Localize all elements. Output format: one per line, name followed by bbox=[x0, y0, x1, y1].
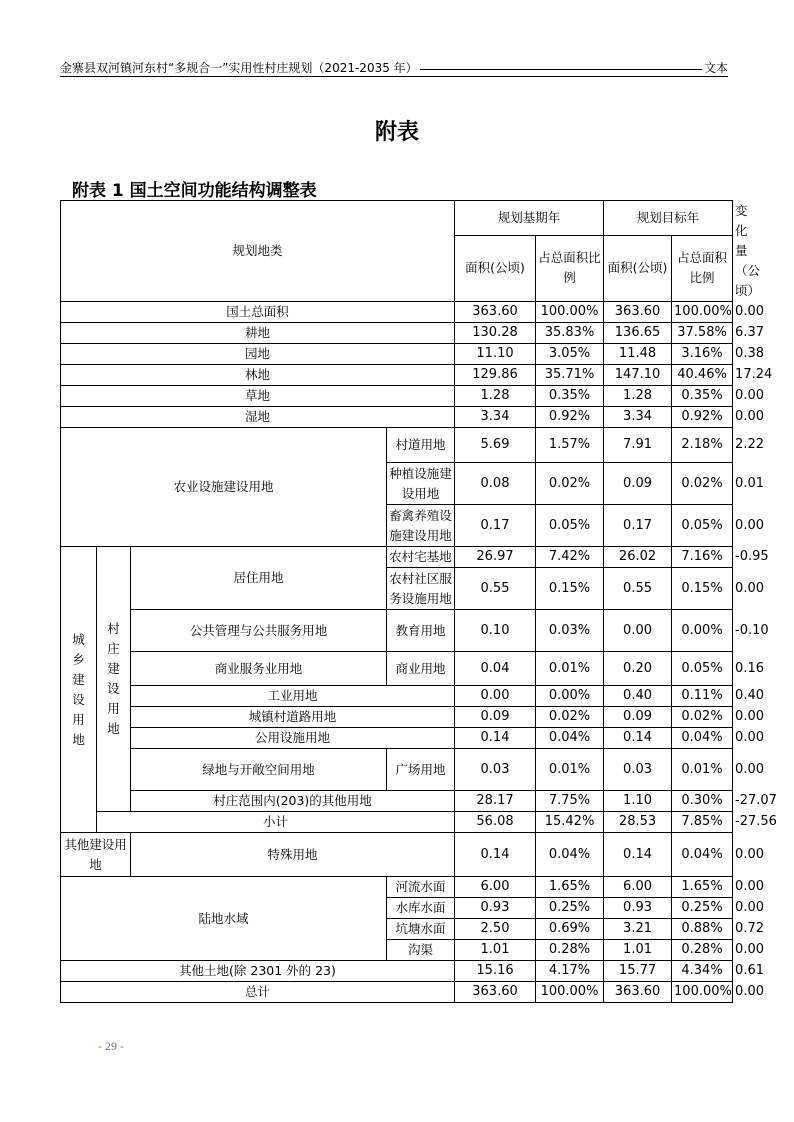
row-name: 坑塘水面 bbox=[387, 919, 455, 940]
land-function-table bbox=[60, 200, 777, 1003]
base-area-cell: 28.17 bbox=[455, 791, 536, 812]
target-ratio-cell: 0.28% bbox=[672, 940, 733, 961]
base-area-cell: 15.16 bbox=[455, 961, 536, 982]
running-header bbox=[60, 59, 728, 76]
col-header-target-area: 面积(公顷) bbox=[604, 235, 672, 301]
target-area-cell: 0.93 bbox=[604, 898, 672, 919]
base-ratio-cell: 0.00% bbox=[536, 686, 604, 707]
base-ratio-cell: 0.04% bbox=[536, 728, 604, 749]
group-village-construction-label: 村庄建设用地 bbox=[107, 621, 120, 736]
target-ratio-cell: 0.00% bbox=[672, 610, 733, 652]
table-row: 耕地 130.28 35.83% 136.65 37.58% 6.37 bbox=[61, 323, 733, 344]
page-title: 附表 bbox=[374, 120, 419, 145]
col-header-category: 规划地类 bbox=[61, 201, 455, 302]
base-ratio-cell: 4.17% bbox=[536, 961, 604, 982]
table-row: 其他建设用地 特殊用地 0.14 0.04% 0.14 0.04% 0.00 bbox=[61, 833, 733, 877]
target-area-cell: 147.10 bbox=[604, 365, 672, 386]
row-name: 其他土地(除 2301 外的 23) bbox=[61, 961, 455, 982]
table-row: 草地 1.28 0.35% 1.28 0.35% 0.00 bbox=[61, 386, 733, 407]
target-area-cell: 0.20 bbox=[604, 652, 672, 686]
target-area-cell: 0.03 bbox=[604, 749, 672, 791]
base-ratio-cell: 7.75% bbox=[536, 791, 604, 812]
table-title: 附表 1 国土空间功能结构调整表 bbox=[72, 181, 317, 201]
target-ratio-cell: 0.05% bbox=[672, 652, 733, 686]
target-ratio-cell: 100.00% bbox=[672, 302, 733, 323]
target-area-cell: 6.00 bbox=[604, 877, 672, 898]
base-area-cell: 56.08 bbox=[455, 812, 536, 833]
base-area-cell: 3.34 bbox=[455, 407, 536, 428]
table-row: 其他土地(除 2301 外的 23) 15.16 4.17% 15.77 4.34% 0.61 bbox=[61, 961, 733, 982]
base-ratio-cell: 100.00% bbox=[536, 302, 604, 323]
target-ratio-cell: 7.16% bbox=[672, 547, 733, 568]
row-name: 水库水面 bbox=[387, 898, 455, 919]
table-row: 陆地水域 河流水面 6.00 1.65% 6.00 1.65% 0.00 bbox=[61, 877, 733, 898]
base-area-cell: 0.14 bbox=[455, 833, 536, 877]
row-name: 公用设施用地 bbox=[131, 728, 455, 749]
header-tail: 文本 bbox=[703, 61, 728, 75]
base-ratio-cell: 1.57% bbox=[536, 428, 604, 463]
row-name: 城镇村道路用地 bbox=[131, 707, 455, 728]
base-area-cell: 363.60 bbox=[455, 302, 536, 323]
base-ratio-cell: 0.01% bbox=[536, 749, 604, 791]
target-area-cell: 1.01 bbox=[604, 940, 672, 961]
header-row: 规划地类 规划基期年 规划目标年 变化量（公顷） bbox=[61, 201, 733, 236]
base-ratio-cell: 0.03% bbox=[536, 610, 604, 652]
col-header-base-ratio: 占总面积比例 bbox=[536, 235, 604, 301]
target-ratio-cell: 0.04% bbox=[672, 728, 733, 749]
base-area-cell: 0.08 bbox=[455, 463, 536, 505]
base-area-cell: 130.28 bbox=[455, 323, 536, 344]
target-area-cell: 0.17 bbox=[604, 505, 672, 547]
table-row: 种植设施建设用地 0.08 0.02% 0.09 0.02% 0.01 bbox=[61, 463, 733, 505]
page-number: - 29 - bbox=[98, 1039, 124, 1053]
base-area-cell: 11.10 bbox=[455, 344, 536, 365]
group-public-service: 公共管理与公共服务用地 bbox=[131, 610, 387, 652]
target-ratio-cell: 2.18% bbox=[672, 428, 733, 463]
target-area-cell: 26.02 bbox=[604, 547, 672, 568]
table-row: 沟渠 1.01 0.28% 1.01 0.28% 0.00 bbox=[61, 940, 733, 961]
base-area-cell: 0.93 bbox=[455, 898, 536, 919]
base-ratio-cell: 0.25% bbox=[536, 898, 604, 919]
base-area-cell: 1.01 bbox=[455, 940, 536, 961]
target-area-cell: 363.60 bbox=[604, 302, 672, 323]
target-ratio-cell: 100.00% bbox=[672, 982, 733, 1003]
group-urban-rural-label: 城乡建设用地 bbox=[72, 631, 85, 747]
row-name: 耕地 bbox=[61, 323, 455, 344]
table-row: 工业用地 0.00 0.00% 0.40 0.11% 0.40 bbox=[61, 686, 733, 707]
target-area-cell: 15.77 bbox=[604, 961, 672, 982]
table-row: 农业设施建设用地 村道用地 5.69 1.57% 7.91 2.18% 2.22 bbox=[61, 428, 733, 463]
table-row: 国土总面积 363.60 100.00% 363.60 100.00% 0.00 bbox=[61, 302, 733, 323]
target-ratio-cell: 0.35% bbox=[672, 386, 733, 407]
row-name: 特殊用地 bbox=[131, 833, 455, 877]
table-row: 林地 129.86 35.71% 147.10 40.46% 17.24 bbox=[61, 365, 733, 386]
base-area-cell: 0.00 bbox=[455, 686, 536, 707]
group-urban-rural bbox=[61, 547, 97, 833]
base-area-cell: 6.00 bbox=[455, 877, 536, 898]
base-ratio-cell: 0.35% bbox=[536, 386, 604, 407]
row-name: 草地 bbox=[61, 386, 455, 407]
target-ratio-cell: 3.16% bbox=[672, 344, 733, 365]
table-row: 绿地与开敞空间用地 广场用地 0.03 0.01% 0.03 0.01% 0.00 bbox=[61, 749, 733, 791]
table-row: 畜禽养殖设施建设用地 0.17 0.05% 0.17 0.05% 0.00 bbox=[61, 505, 733, 547]
target-ratio-cell: 4.34% bbox=[672, 961, 733, 982]
base-ratio-cell: 100.00% bbox=[536, 982, 604, 1003]
target-area-cell: 0.09 bbox=[604, 463, 672, 505]
table-row: 城镇村道路用地 0.09 0.02% 0.09 0.02% 0.00 bbox=[61, 707, 733, 728]
group-village-construction bbox=[97, 547, 131, 812]
base-ratio-cell: 1.65% bbox=[536, 877, 604, 898]
row-name: 种植设施建设用地 bbox=[387, 463, 455, 505]
group-agri-facility: 农业设施建设用地 bbox=[61, 428, 387, 547]
target-ratio-cell: 0.02% bbox=[672, 707, 733, 728]
base-area-cell: 0.55 bbox=[455, 568, 536, 610]
base-ratio-cell: 0.05% bbox=[536, 505, 604, 547]
target-ratio-cell: 0.01% bbox=[672, 749, 733, 791]
table-row: 村庄范围内(203)的其他用地 28.17 7.75% 1.10 0.30% -27.07 bbox=[61, 791, 733, 812]
row-name: 工业用地 bbox=[131, 686, 455, 707]
row-name: 湿地 bbox=[61, 407, 455, 428]
group-residential: 居住用地 bbox=[131, 547, 387, 610]
base-area-cell: 26.97 bbox=[455, 547, 536, 568]
row-name: 沟渠 bbox=[387, 940, 455, 961]
target-area-cell: 1.28 bbox=[604, 386, 672, 407]
col-header-target-ratio: 占总面积比例 bbox=[672, 235, 733, 301]
base-area-cell: 2.50 bbox=[455, 919, 536, 940]
base-ratio-cell: 7.42% bbox=[536, 547, 604, 568]
col-header-base-area: 面积(公顷) bbox=[455, 235, 536, 301]
base-area-cell: 363.60 bbox=[455, 982, 536, 1003]
base-ratio-cell: 3.05% bbox=[536, 344, 604, 365]
target-area-cell: 363.60 bbox=[604, 982, 672, 1003]
row-name: 农村宅基地 bbox=[387, 547, 455, 568]
table-row: 湿地 3.34 0.92% 3.34 0.92% 0.00 bbox=[61, 407, 733, 428]
target-area-cell: 3.34 bbox=[604, 407, 672, 428]
row-name: 教育用地 bbox=[387, 610, 455, 652]
row-name: 林地 bbox=[61, 365, 455, 386]
base-area-cell: 1.28 bbox=[455, 386, 536, 407]
row-name: 农村社区服务设施用地 bbox=[387, 568, 455, 610]
base-ratio-cell: 35.71% bbox=[536, 365, 604, 386]
base-ratio-cell: 0.02% bbox=[536, 463, 604, 505]
base-ratio-cell: 15.42% bbox=[536, 812, 604, 833]
target-ratio-cell: 0.04% bbox=[672, 833, 733, 877]
group-other-construction: 其他建设用地 bbox=[61, 833, 131, 877]
target-area-cell: 136.65 bbox=[604, 323, 672, 344]
base-area-cell: 0.17 bbox=[455, 505, 536, 547]
target-ratio-cell: 1.65% bbox=[672, 877, 733, 898]
group-land-water: 陆地水域 bbox=[61, 877, 387, 961]
base-area-cell: 0.04 bbox=[455, 652, 536, 686]
table-row: 公用设施用地 0.14 0.04% 0.14 0.04% 0.00 bbox=[61, 728, 733, 749]
target-ratio-cell: 7.85% bbox=[672, 812, 733, 833]
base-ratio-cell: 0.04% bbox=[536, 833, 604, 877]
row-name: 畜禽养殖设施建设用地 bbox=[387, 505, 455, 547]
col-header-target-year: 规划目标年 bbox=[604, 201, 733, 236]
row-name: 广场用地 bbox=[387, 749, 455, 791]
table-row: 坑塘水面 2.50 0.69% 3.21 0.88% 0.72 bbox=[61, 919, 733, 940]
base-area-cell: 0.03 bbox=[455, 749, 536, 791]
target-area-cell: 0.00 bbox=[604, 610, 672, 652]
table-row: 公共管理与公共服务用地 教育用地 0.10 0.03% 0.00 0.00% -0.10 bbox=[61, 610, 733, 652]
row-name: 河流水面 bbox=[387, 877, 455, 898]
group-commercial: 商业服务业用地 bbox=[131, 652, 387, 686]
target-ratio-cell: 0.30% bbox=[672, 791, 733, 812]
row-name: 村道用地 bbox=[387, 428, 455, 463]
target-area-cell: 1.10 bbox=[604, 791, 672, 812]
target-area-cell: 3.21 bbox=[604, 919, 672, 940]
base-ratio-cell: 0.28% bbox=[536, 940, 604, 961]
base-ratio-cell: 35.83% bbox=[536, 323, 604, 344]
target-ratio-cell: 0.92% bbox=[672, 407, 733, 428]
base-ratio-cell: 0.92% bbox=[536, 407, 604, 428]
target-area-cell: 28.53 bbox=[604, 812, 672, 833]
target-area-cell: 0.09 bbox=[604, 707, 672, 728]
target-ratio-cell: 40.46% bbox=[672, 365, 733, 386]
base-area-cell: 5.69 bbox=[455, 428, 536, 463]
table-row: 商业服务业用地 商业用地 0.04 0.01% 0.20 0.05% 0.16 bbox=[61, 652, 733, 686]
target-ratio-cell: 0.02% bbox=[672, 463, 733, 505]
base-ratio-cell: 0.69% bbox=[536, 919, 604, 940]
row-name: 村庄范围内(203)的其他用地 bbox=[131, 791, 455, 812]
table-row: 小计 56.08 15.42% 28.53 7.85% -27.56 bbox=[61, 812, 733, 833]
target-ratio-cell: 0.25% bbox=[672, 898, 733, 919]
base-area-cell: 0.10 bbox=[455, 610, 536, 652]
target-area-cell: 7.91 bbox=[604, 428, 672, 463]
target-area-cell: 0.40 bbox=[604, 686, 672, 707]
col-header-base-year: 规划基期年 bbox=[455, 201, 604, 236]
table-row: 水库水面 0.93 0.25% 0.93 0.25% 0.00 bbox=[61, 898, 733, 919]
target-ratio-cell: 0.15% bbox=[672, 568, 733, 610]
target-ratio-cell: 0.05% bbox=[672, 505, 733, 547]
table-row: 农村社区服务设施用地 0.55 0.15% 0.55 0.15% 0.00 bbox=[61, 568, 733, 610]
table-row-total: 总计 363.60 100.00% 363.60 100.00% 0.00 bbox=[61, 982, 733, 1003]
target-area-cell: 0.55 bbox=[604, 568, 672, 610]
base-ratio-cell: 0.02% bbox=[536, 707, 604, 728]
target-area-cell: 0.14 bbox=[604, 833, 672, 877]
target-ratio-cell: 0.11% bbox=[672, 686, 733, 707]
group-green-open: 绿地与开敞空间用地 bbox=[131, 749, 387, 791]
base-area-cell: 0.09 bbox=[455, 707, 536, 728]
row-name: 小计 bbox=[97, 812, 455, 833]
target-area-cell: 11.48 bbox=[604, 344, 672, 365]
row-name: 商业用地 bbox=[387, 652, 455, 686]
base-area-cell: 0.14 bbox=[455, 728, 536, 749]
header-title: 金寨县双河镇河东村“多规合一”实用性村庄规划（2021-2035 年） bbox=[60, 61, 418, 75]
row-name: 总计 bbox=[61, 982, 455, 1003]
header-dash-line bbox=[420, 69, 702, 70]
base-ratio-cell: 0.01% bbox=[536, 652, 604, 686]
header-rule bbox=[60, 76, 728, 77]
base-ratio-cell: 0.15% bbox=[536, 568, 604, 610]
row-name: 国土总面积 bbox=[61, 302, 455, 323]
target-ratio-cell: 37.58% bbox=[672, 323, 733, 344]
table-row: 城乡建设用地 村庄建设用地 居住用地 农村宅基地 26.97 7.42% 26.02 7.16% -0.95 bbox=[61, 547, 733, 568]
table-row: 园地 11.10 3.05% 11.48 3.16% 0.38 bbox=[61, 344, 733, 365]
row-name: 园地 bbox=[61, 344, 455, 365]
target-area-cell: 0.14 bbox=[604, 728, 672, 749]
target-ratio-cell: 0.88% bbox=[672, 919, 733, 940]
base-area-cell: 129.86 bbox=[455, 365, 536, 386]
